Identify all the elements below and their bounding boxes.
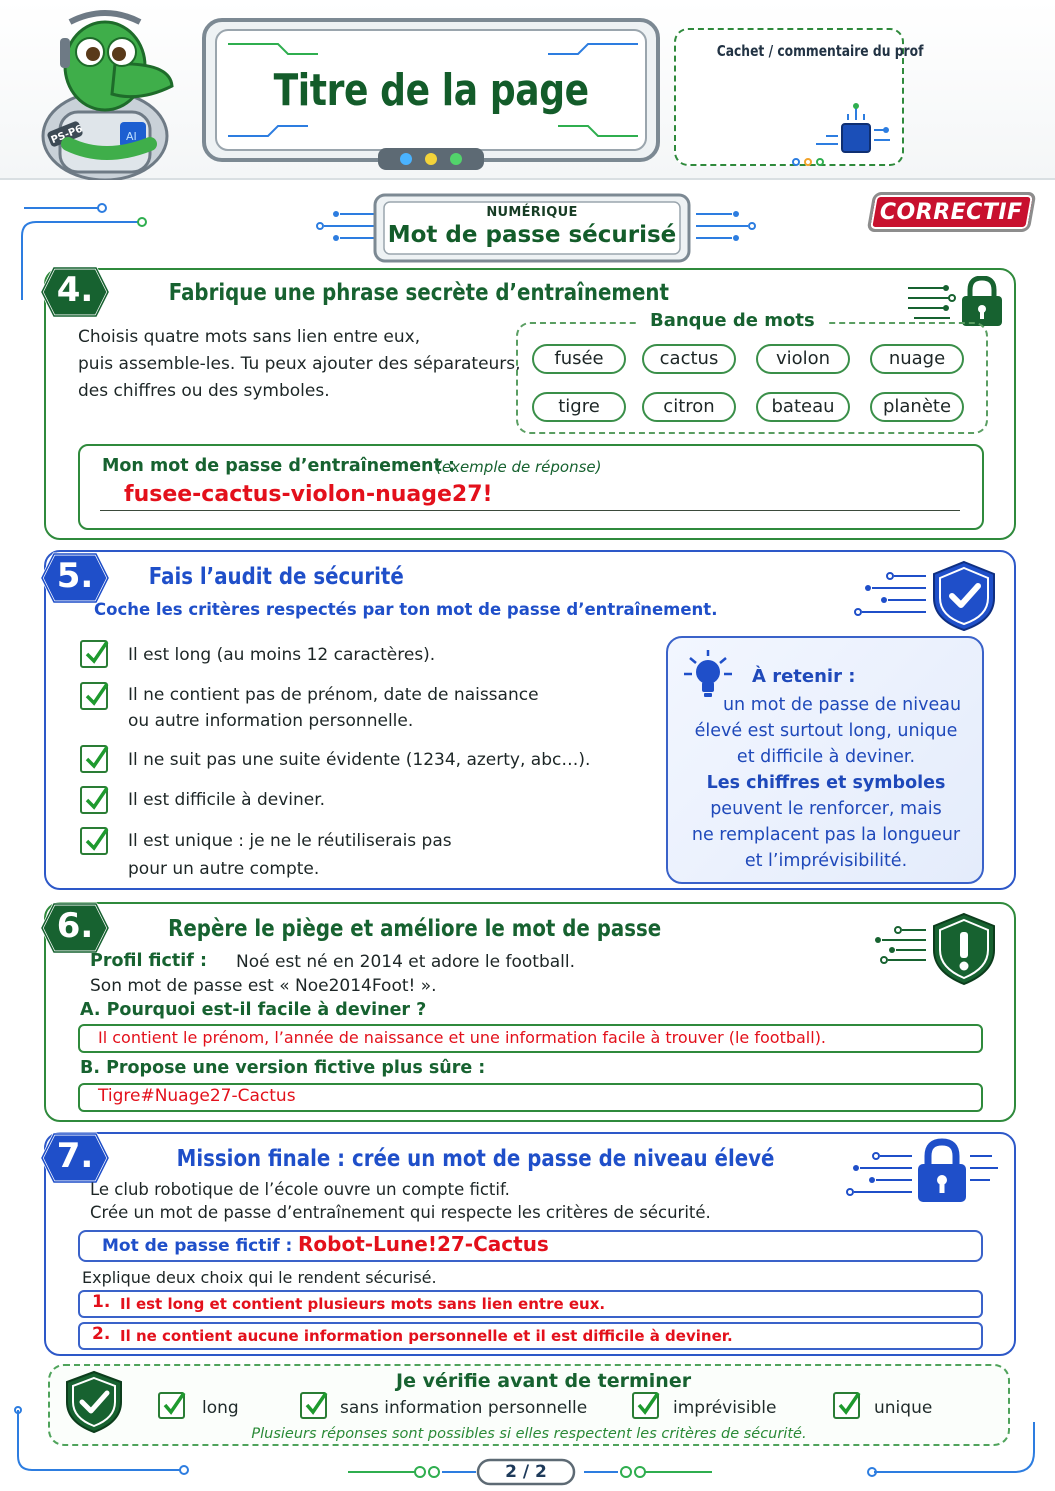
- svg-text:PS-P6: PS-P6: [49, 123, 85, 147]
- remember-line: ne remplacent pas la longueur: [691, 825, 961, 845]
- password-field-value[interactable]: Robot-Lune!27-Cactus: [298, 1232, 549, 1256]
- question-4-instruction-1: Choisis quatre mots sans lien entre eux,: [78, 327, 421, 347]
- criterion-checkbox[interactable]: [80, 640, 108, 668]
- question-5-instruction: Coche les critères respectés par ton mot de passe d’entraînement.: [94, 600, 718, 619]
- question-6b-answer[interactable]: Tigre#Nuage27-Cactus: [98, 1086, 296, 1106]
- circuit-lines-right-icon: [692, 206, 762, 246]
- question-4-title: Fabrique une phrase secrète d’entraînement: [168, 280, 669, 306]
- page-title: Titre de la page: [273, 64, 589, 116]
- criterion-checkbox[interactable]: [80, 745, 108, 773]
- answer-line: [100, 510, 960, 511]
- explanation-text[interactable]: Il est long et contient plusieurs mots sans lien entre eux.: [120, 1295, 606, 1313]
- criterion-text: pour un autre compte.: [128, 859, 320, 879]
- explanation-number: 1.: [92, 1292, 111, 1312]
- circuit-decoration-bottom-left-icon: [12, 1406, 192, 1482]
- criterion-text: Il est long (au moins 12 caractères).: [128, 645, 436, 665]
- question-6-number: 6.: [56, 906, 94, 946]
- explanation-number: 2.: [92, 1324, 111, 1344]
- question-6a: A. Pourquoi est-il facile à deviner ?: [80, 1000, 427, 1020]
- section-title: Mot de passe sécurisé: [387, 222, 677, 248]
- question-6b: B. Propose une version fictive plus sûre :: [80, 1058, 486, 1078]
- remember-line: et difficile à deviner.: [736, 747, 916, 767]
- remember-line: Les chiffres et symboles: [706, 773, 946, 793]
- password-field-label: Mot de passe fictif :: [102, 1236, 293, 1256]
- question-6-title: Repère le piège et améliore le mot de passe: [168, 916, 662, 942]
- remember-line: élevé est surtout long, unique: [694, 721, 958, 741]
- word-pill: fusée: [532, 344, 626, 374]
- criterion-text: Il ne suit pas une suite évidente (1234, azerty, abc…).: [128, 750, 591, 770]
- question-5-number: 5.: [56, 556, 94, 596]
- question-4-answer-hint: (exemple de réponse): [436, 458, 602, 476]
- final-check-unpredictable[interactable]: [632, 1392, 659, 1419]
- remember-line: peuvent le renforcer, mais: [710, 799, 942, 819]
- question-5-title: Fais l’audit de sécurité: [148, 564, 404, 590]
- profile-password: Son mot de passe est « Noe2014Foot! ».: [90, 976, 437, 996]
- final-checklist-title: Je vérifie avant de terminer: [396, 1370, 692, 1392]
- padlock-icon: [840, 1138, 1002, 1206]
- remember-line: et l’imprévisibilité.: [744, 851, 908, 871]
- profile-label: Profil fictif :: [90, 951, 207, 971]
- teacher-stamp-label: Cachet / commentaire du prof: [716, 42, 924, 60]
- correctif-badge: [866, 192, 1036, 232]
- explanation-text[interactable]: Il ne contient aucune information personnelle et il est difficile à deviner.: [120, 1327, 733, 1345]
- question-4-answer-label: Mon mot de passe d’entraînement :: [102, 456, 455, 476]
- criterion-text: Il est difficile à deviner.: [128, 790, 326, 810]
- question-7-intro-1: Le club robotique de l’école ouvre un compte fictif.: [90, 1180, 510, 1199]
- shield-check-icon: [842, 558, 1002, 634]
- final-check-no-personal-info[interactable]: [300, 1392, 327, 1419]
- section-subtitle: NUMÉRIQUE: [486, 205, 578, 220]
- question-4-instruction-3: des chiffres ou des symboles.: [78, 381, 330, 401]
- word-pill: cactus: [642, 344, 736, 374]
- page-title-area: [222, 34, 640, 146]
- lock-icon: [904, 276, 1004, 328]
- final-check-label: sans information personnelle: [340, 1398, 588, 1418]
- final-check-label: imprévisible: [673, 1398, 777, 1418]
- word-bank-label: Banque de mots: [638, 310, 827, 331]
- criterion-text: Il ne contient pas de prénom, date de naissance: [128, 685, 539, 705]
- remember-title: À retenir :: [752, 666, 856, 687]
- final-check-label: unique: [874, 1398, 933, 1418]
- microchip-icon: [786, 94, 896, 166]
- svg-text:AI: AI: [126, 130, 137, 143]
- profile-text: Noé est né en 2014 et adore le football.: [236, 952, 576, 972]
- question-7-number: 7.: [56, 1136, 94, 1176]
- criterion-text: ou autre information personnelle.: [128, 711, 414, 731]
- crocodile-robot-mascot-icon: [20, 4, 190, 180]
- word-pill: tigre: [532, 392, 626, 422]
- criterion-checkbox[interactable]: [80, 786, 108, 814]
- criterion-checkbox[interactable]: [80, 682, 108, 710]
- final-check-unique[interactable]: [833, 1392, 860, 1419]
- word-pill: nuage: [870, 344, 964, 374]
- question-7-title: Mission finale : crée un mot de passe de niveau élevé: [176, 1146, 775, 1172]
- question-4-number: 4.: [56, 270, 94, 310]
- remember-line: un mot de passe de niveau: [722, 695, 962, 715]
- question-6a-answer[interactable]: Il contient le prénom, l’année de naissance et une information facile à trouver (le football).: [98, 1028, 827, 1047]
- explain-prompt: Explique deux choix qui le rendent sécurisé.: [82, 1268, 437, 1287]
- final-check-label: long: [202, 1398, 239, 1418]
- criterion-checkbox[interactable]: [80, 827, 108, 855]
- criterion-text: Il est unique : je ne le réutiliserais pas: [128, 831, 452, 851]
- question-7-intro-2: Crée un mot de passe d’entraînement qui respecte les critères de sécurité.: [90, 1203, 711, 1222]
- shield-alert-icon: [874, 910, 1000, 990]
- word-pill: violon: [756, 344, 850, 374]
- question-4-answer[interactable]: fusee-cactus-violon-nuage27!: [124, 482, 493, 507]
- page-number: 2 / 2: [505, 1462, 547, 1482]
- correctif-label: CORRECTIF: [880, 199, 1023, 225]
- final-checklist-note: Plusieurs réponses sont possibles si elles respectent les critères de sécurité.: [251, 1426, 807, 1442]
- question-4-instruction-2: puis assemble-les. Tu peux ajouter des séparateurs,: [78, 354, 521, 374]
- circuit-lines-left-icon: [310, 206, 380, 246]
- word-pill: bateau: [756, 392, 850, 422]
- word-pill: planète: [870, 392, 964, 422]
- word-pill: citron: [642, 392, 736, 422]
- circuit-decoration-bottom-right-icon: [864, 1420, 1044, 1486]
